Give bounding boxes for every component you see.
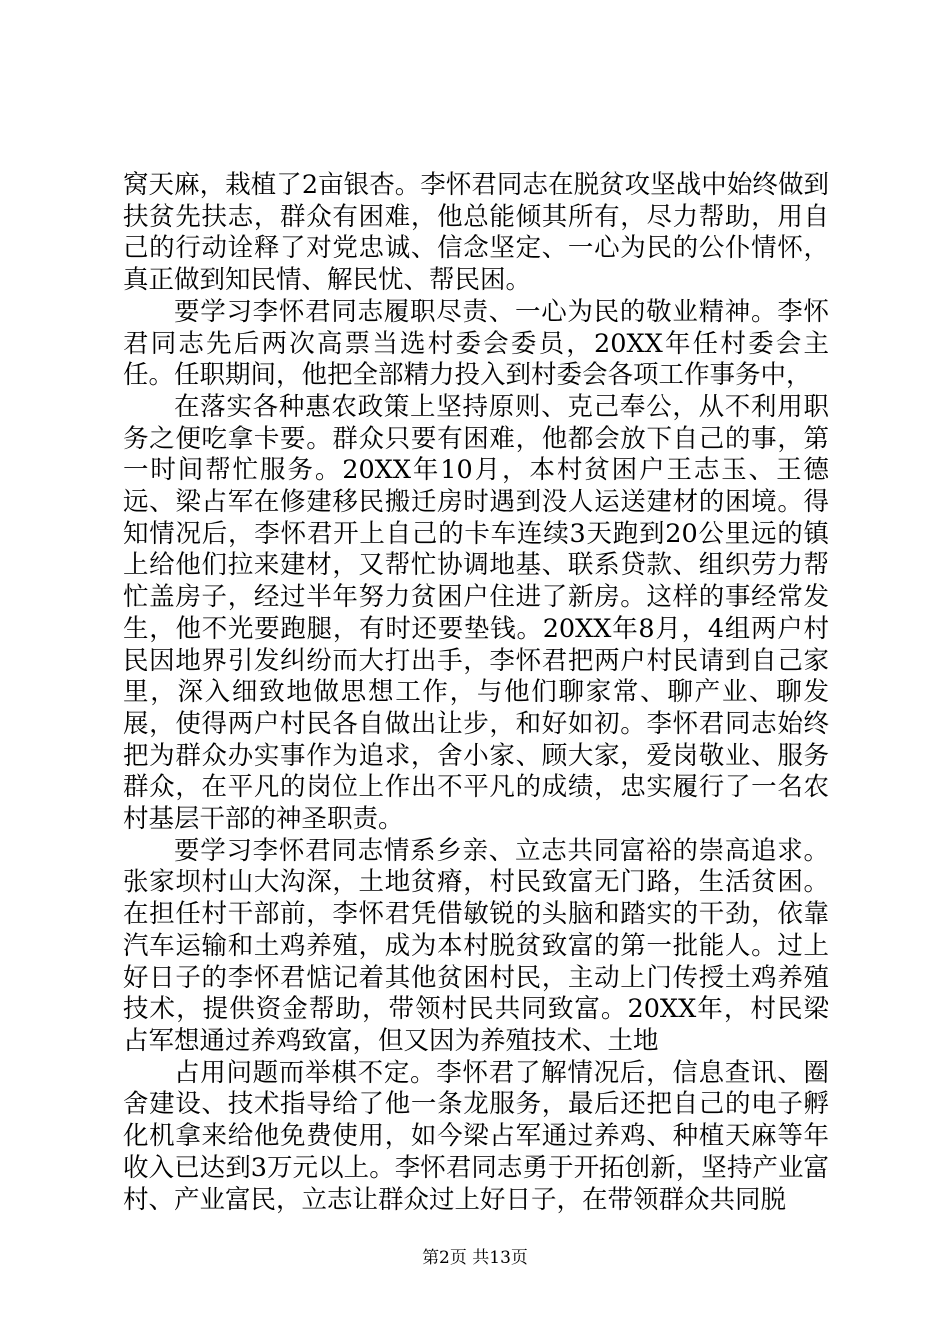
page-number-label: 第2页 共13页 <box>422 1248 528 1268</box>
paragraph: 在落实各种惠农政策上坚持原则、克己奉公，从不利用职务之便吃拿卡要。群众只要有困难，他都会放下自己的事，第一时间帮忙服务。20XX年10月，本村贫困户王志玉、王德远、梁占军在修建移民搬迁房时遇到没人运送建材的困境。得知情况后，李怀君开上自己的卡车连续3天跑到20公里远的镇上给他们拉来建材，又帮忙协调地基、联系贷款、组织劳力帮忙盖房子，经过半年努力贫困户住进了新房。这样的事经常发生，他不光要跑腿，有时还要垫钱。20XX年8月，4组两户村民因地界引发纠纷而大打出手，李怀君把两户村民请到自己家里，深入细致地做思想工作，与他们聊家常、聊产业、聊发展，使得两户村民各自做出让步，和好如初。李怀君同志始终把为群众办实事作为追求，舍小家、顾大家，爱岗敬业、服务群众，在平凡的岗位上作出不平凡的成绩，忠实履行了一名农村基层干部的神圣职责。 <box>123 391 829 835</box>
paragraph: 要学习李怀君同志履职尽责、一心为民的敬业精神。李怀君同志先后两次高票当选村委会委员，20XX年任村委会主任。任职期间，他把全部精力投入到村委会各项工作事务中， <box>123 296 829 391</box>
document-body <box>123 170 829 1216</box>
paragraph: 窝天麻，栽植了2亩银杏。李怀君同志在脱贫攻坚战中始终做到扶贫先扶志，群众有困难，他总能倾其所有，尽力帮助，用自己的行动诠释了对党忠诚、信念坚定、一心为民的公仆情怀，真正做到知民情、解民忧、帮民困。 <box>123 170 829 296</box>
page-footer <box>0 1243 950 1268</box>
paragraph: 要学习李怀君同志情系乡亲、立志共同富裕的崇高追求。张家坝村山大沟深，土地贫瘠，村民致富无门路，生活贫困。在担任村干部前，李怀君凭借敏锐的头脑和踏实的干劲，依靠汽车运输和土鸡养殖，成为本村脱贫致富的第一批能人。过上好日子的李怀君惦记着其他贫困村民，主动上门传授土鸡养殖技术，提供资金帮助，带领村民共同致富。20XX年，村民梁占军想通过养鸡致富，但又因为养殖技术、土地 <box>123 835 829 1056</box>
paragraph: 占用问题而举棋不定。李怀君了解情况后，信息查讯、圈舍建设、技术指导给了他一条龙服务，最后还把自己的电子孵化机拿来给他免费使用，如今梁占军通过养鸡、种植天麻等年收入已达到3万元以上。李怀君同志勇于开拓创新，坚持产业富村、产业富民，立志让群众过上好日子，在带领群众共同脱 <box>123 1057 829 1215</box>
